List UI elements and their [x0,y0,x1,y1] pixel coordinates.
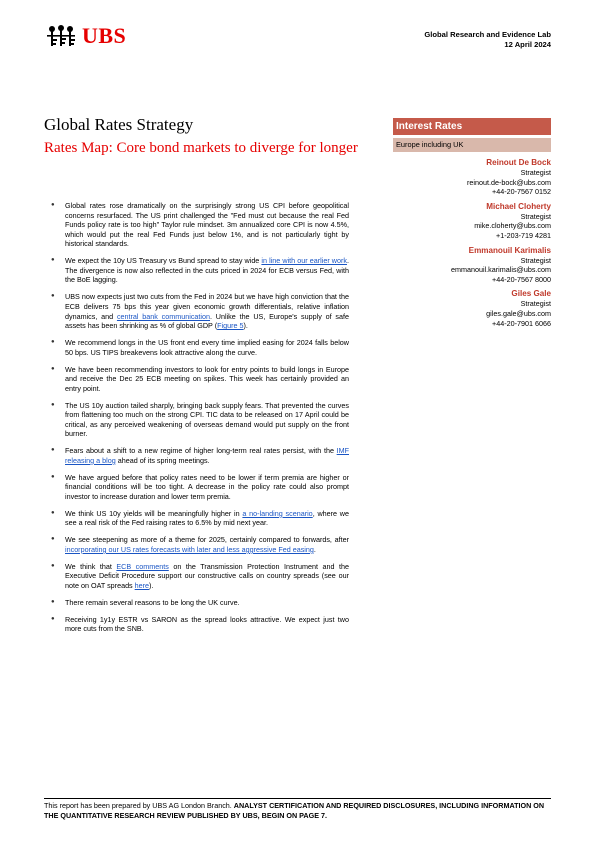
analyst-role: Strategist [520,168,551,177]
key-points-list [44,201,349,641]
analyst-phone: +1-203-719 4281 [496,230,551,240]
bullet-text: Fears about a shift to a new regime of higher long-term real rates persist, with the [65,446,337,456]
header-info [424,30,551,50]
report-title: Global Rates Strategy [44,115,194,134]
bullet-text: ). [243,321,248,331]
bullet-item [44,562,349,591]
analyst-name: Giles Gale [511,289,551,299]
bullet-text: We have been recommending investors to look for entry points to build longs in Europe and receive the Dec 25 ECB meeting on spikes. This week has certainly provided an entry point. [65,364,349,393]
bullet-text: We think that [65,561,117,571]
sidebar [393,118,551,332]
disclosure-footer [44,801,554,820]
ubs-keys-icon [44,24,78,48]
ecb-comments-link[interactable]: ECB comments [116,561,169,571]
bullet-item [44,509,349,528]
analyst-role: Strategist [520,299,551,309]
division-label: Global Research and Evidence Lab [424,30,551,39]
bullet-item [44,292,349,330]
ubs-logo [44,24,126,48]
footer-disclosure: ANALYST CERTIFICATION AND REQUIRED DISCLOSURES, INCLUDING INFORMATION ON THE QUANTITATIVE RESEARCH REVIEW PUBLISHED BY UBS, BEGIN ON PAGE 7. [44,801,545,820]
analyst-phone: +44-20-7567 8000 [492,274,551,284]
analyst-card [393,157,551,197]
report-subtitle: Rates Map: Core bond markets to diverge for longer [44,140,358,156]
region-bar: Europe including UK [393,138,551,152]
bullet-text: on the Transmission Protection Instrument and the Executive Deficit Procedure support our constructive calls on country spreads (see our note on OAT spreads [65,561,349,590]
bullet-text: Global rates rose dramatically on the surprisingly strong US CPI before geopolitical concerns resurfaced. The US print challenged the "Fed must cut because the real Fed Funds policy rate is too high" Taylor rule mindset. 3m annualized core CPI is now 4.5%, which would put the real Fed Funds just below 1%, and is not particularly tight by historical standards. [65,201,349,249]
imf-blog-link[interactable]: IMF releasing a blog [65,446,349,465]
oat-note-link[interactable]: here [134,580,150,590]
analyst-phone: +44-20-7567 0152 [492,187,551,197]
bullet-text: We think US 10y yields will be meaningfully higher in [65,508,243,518]
bullet-text: . The divergence is now also reflected in the cuts priced in 2024 for ECB versus Fed, with the BoE lagging. [65,256,349,285]
bullet-text: We see steepening as more of a theme for 2025, certainly compared to forwards, after [65,535,349,545]
analyst-role: Strategist [520,211,551,221]
bullet-item [44,401,349,439]
bullet-item [44,338,349,357]
central-bank-link[interactable]: central bank communication [116,311,211,321]
bullet-text: . Unlike the US, Europe's supply of safe assets has been shrinking as % of global GDP ( [65,311,349,331]
analyst-role: Strategist [520,255,551,265]
figure-5-link[interactable]: Figure 5 [217,321,244,331]
report-date: 12 April 2024 [504,40,551,49]
earlier-work-link[interactable]: in line with our earlier work [261,256,347,266]
analyst-phone: +44-20-7901 6066 [492,318,551,328]
logo-text: UBS [82,23,127,48]
category-bar: Interest Rates [393,118,551,135]
bullet-item [44,615,349,634]
analyst-name: Reinout De Bock [486,158,551,167]
bullet-item [44,256,349,285]
bullet-item [44,201,349,249]
bullet-item [44,365,349,394]
bullet-text: ahead of its spring meetings. [115,455,210,465]
bullet-item [44,473,349,502]
analyst-list [393,157,551,328]
bullet-item [44,598,349,608]
analyst-email[interactable]: giles.gale@ubs.com [486,308,551,318]
bullet-text: The US 10y auction tailed sharply, bringing back supply fears. That prevented the curves from flattening too much on the strong CPI. TIC data to be released on 17 April could be critical, as any perceived weakening of overseas demand would put supply on the front burner. [65,400,349,439]
bullet-item [44,446,349,465]
forecasts-link[interactable]: incorporating our US rates forecasts with later and less aggressive Fed easing [65,544,314,554]
analyst-email[interactable]: mike.cloherty@ubs.com [474,221,551,231]
analyst-email[interactable]: reinout.de-bock@ubs.com [466,177,551,187]
bullet-text: , where we see a real risk of the Fed raising rates to 6.5% by mid next year. [65,508,349,528]
bullet-text: We have argued before that policy rates need to be lower if term premia are higher or financial conditions will be too tight. A decrease in the policy rate could also prompt investor to increase duration and lower term premia. [65,472,349,501]
bullet-text: . [313,544,316,554]
bullet-item [44,535,349,554]
bullet-text: There remain several reasons to be long the UK curve. [65,597,240,607]
analyst-name: Emmanouil Karimalis [468,245,551,255]
footer-divider [44,798,551,799]
bullet-text: UBS now expects just two cuts from the Fed in 2024 but we have high conviction that the ECB delivers 75 bps this year given economic growth differentials, relative inflation dynamics, and [65,292,349,321]
footer-text: This report has been prepared by UBS AG London Branch. [44,801,234,810]
no-landing-link[interactable]: a no-landing scenario [242,508,313,518]
analyst-card [393,201,551,241]
analyst-card [393,288,551,328]
bullet-text: We recommend longs in the US front end every time implied easing for 2024 falls below 50 bps. US TIPS breakevens look attractive along the curve. [65,338,349,357]
bullet-text: ). [149,580,154,590]
bullet-text: We expect the 10y US Treasury vs Bund spread to stay wide [65,256,262,266]
analyst-email[interactable]: emmanouil.karimalis@ubs.com [451,265,551,275]
analyst-card [393,245,551,285]
analyst-name: Michael Cloherty [486,201,551,211]
bullet-text: Receiving 1y1y ESTR vs SARON as the spread looks attractive. We expect just two more cuts from the SNB. [65,614,349,634]
